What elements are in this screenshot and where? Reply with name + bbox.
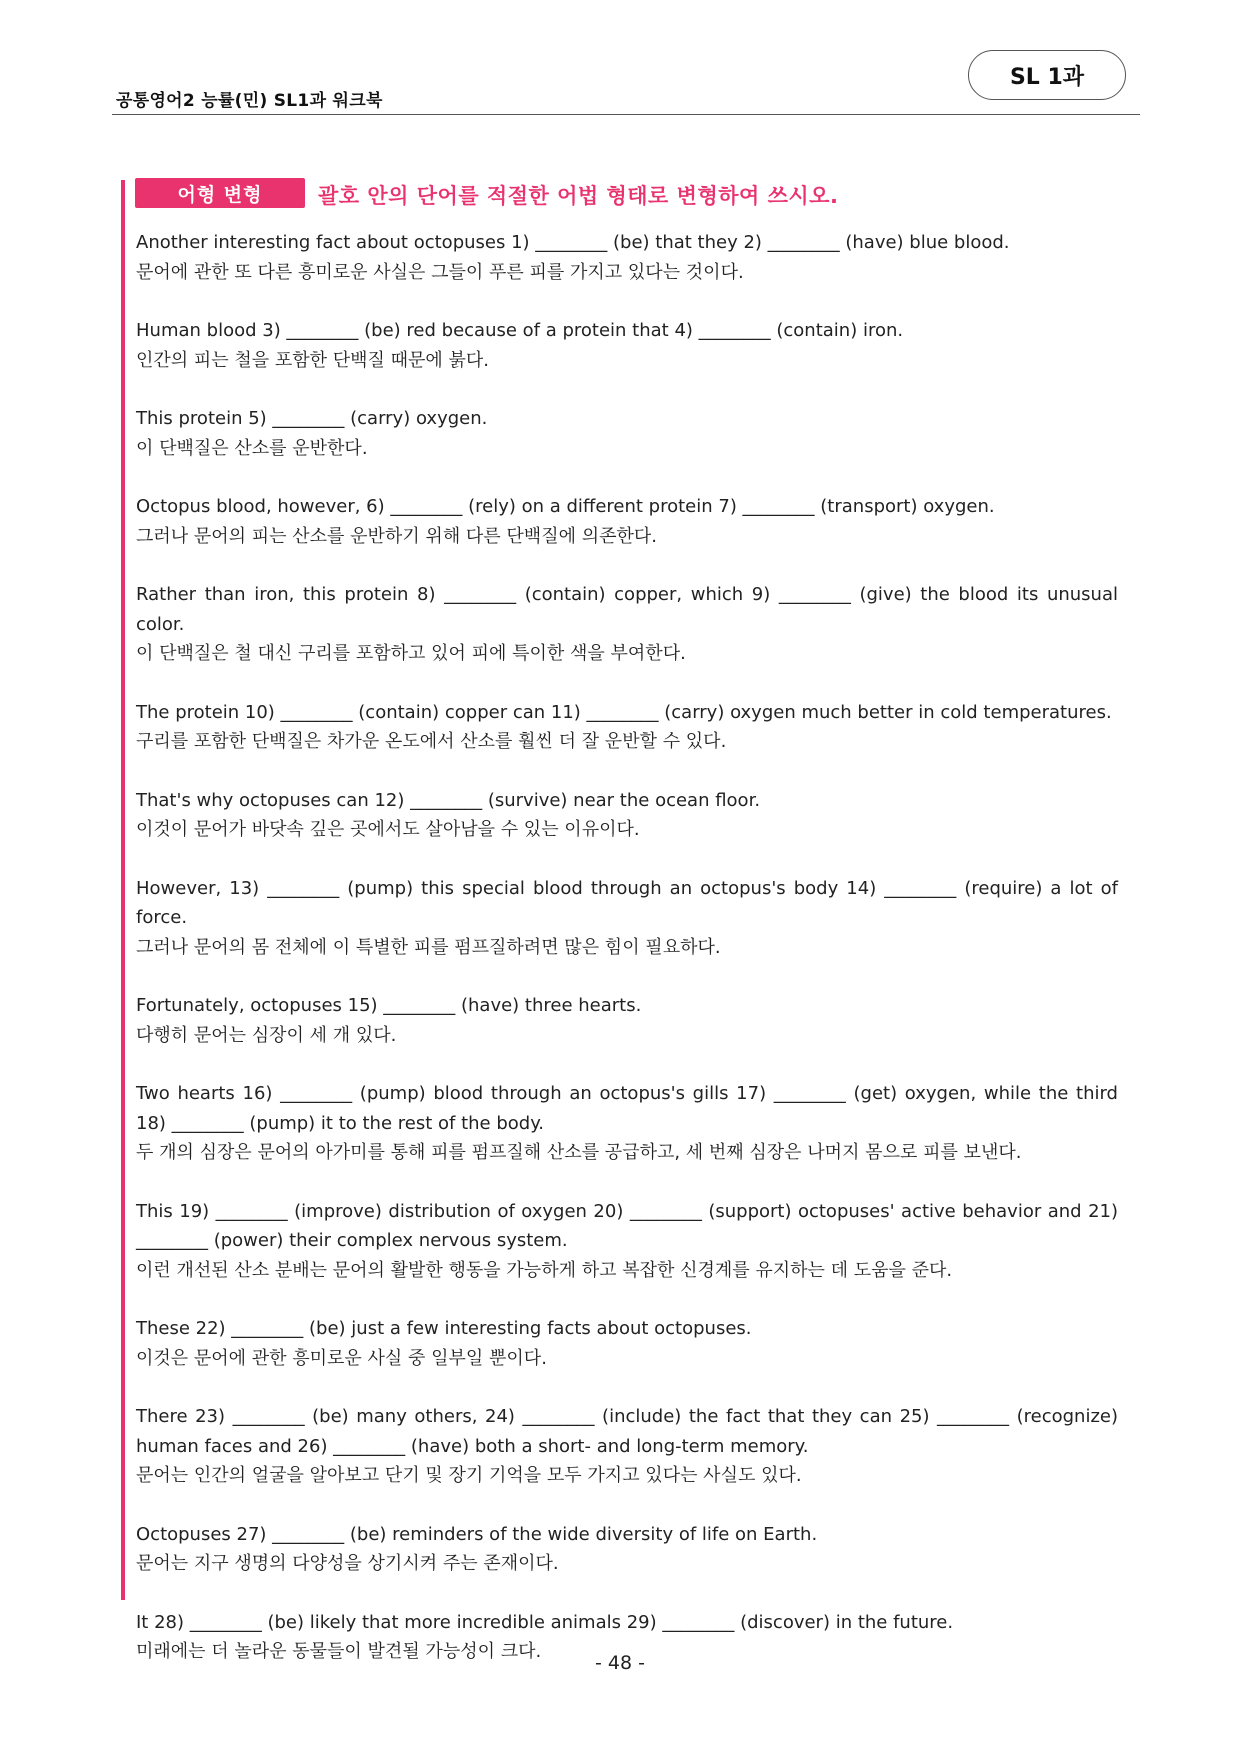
section-accent-bar [121, 180, 125, 1600]
korean-translation: 다행히 문어는 심장이 세 개 있다. [136, 1024, 397, 1046]
english-sentence: These 22) ________ (be) just a few interesting facts about octopuses. [136, 1318, 752, 1339]
english-sentence: The protein 10) ________ (contain) copper can 11) ________ (carry) oxygen much better in cold temperatures. [136, 701, 1112, 723]
korean-translation: 인간의 피는 철을 포함한 단백질 때문에 붉다. [136, 349, 490, 371]
korean-translation: 구리를 포함한 단백질은 차가운 온도에서 산소를 훨씬 더 잘 운반할 수 있다. [136, 731, 727, 752]
exercise-item [136, 404, 1118, 463]
exercise-item [136, 1197, 1118, 1286]
exercise-item [136, 492, 1118, 551]
page-number: - 48 - [595, 1652, 645, 1674]
section-instruction: 괄호 안의 단어를 적절한 어법 형태로 변형하여 쓰시오. [318, 184, 839, 208]
document-header-title: 공통영어2 능률(민) SL1과 워크북 [116, 91, 383, 111]
korean-translation: 이 단백질은 산소를 운반한다. [136, 437, 368, 459]
english-sentence: Human blood 3) ________ (be) red because of a protein that 4) ________ (contain) iron. [136, 320, 904, 341]
exercise-item [136, 991, 1118, 1050]
exercise-item [136, 580, 1118, 669]
korean-translation: 미래에는 더 놀라운 동물들이 발견될 가능성이 크다. [136, 1641, 542, 1662]
english-sentence: Octopuses 27) ________ (be) reminders of the wide diversity of life on Earth. [136, 1523, 818, 1545]
exercise-item [136, 1520, 1118, 1579]
exercise-item [136, 874, 1118, 963]
section-label: 어형 변형 [135, 178, 305, 208]
english-sentence: However, 13) ________ (pump) this special blood through an octopus's body 14) ________ (require) a lot of force. [136, 877, 1118, 928]
korean-translation: 문어는 인간의 얼굴을 알아보고 단기 및 장기 기억을 모두 가지고 있다는 사실도 있다. [136, 1465, 802, 1486]
korean-translation: 두 개의 심장은 문어의 아가미를 통해 피를 펌프질해 산소를 공급하고, 세 번째 심장은 나머지 몸으로 피를 보낸다. [136, 1142, 1022, 1163]
korean-translation: 문어에 관한 또 다른 흥미로운 사실은 그들이 푸른 피를 가지고 있다는 것이다. [136, 261, 744, 283]
lesson-badge: SL 1과 [968, 50, 1126, 100]
english-sentence: This protein 5) ________ (carry) oxygen. [136, 408, 488, 429]
english-sentence: That's why octopuses can 12) ________ (survive) near the ocean floor. [136, 789, 761, 811]
exercise-item [136, 1314, 1118, 1373]
korean-translation: 이 단백질은 철 대신 구리를 포함하고 있어 피에 특이한 색을 부여한다. [136, 643, 686, 664]
english-sentence: There 23) ________ (be) many others, 24) ________ (include) the fact that they can 25) ________ (recognize) human faces and 26) ________ (have) both a short- and long-term memory. [136, 1406, 1118, 1457]
korean-translation: 그러나 문어의 피는 산소를 운반하기 위해 다른 단백질에 의존한다. [136, 525, 657, 547]
korean-translation: 이런 개선된 산소 분배는 문어의 활발한 행동을 가능하게 하고 복잡한 신경계를 유지하는 데 도움을 준다. [136, 1259, 953, 1281]
english-sentence: Rather than iron, this protein 8) ________ (contain) copper, which 9) ________ (give) the blood its unusual color. [136, 584, 1118, 635]
exercise-item [136, 1079, 1118, 1168]
exercise-item [136, 786, 1118, 845]
korean-translation: 이것이 문어가 바닷속 깊은 곳에서도 살아남을 수 있는 이유이다. [136, 819, 640, 840]
exercise-item [136, 228, 1118, 287]
exercise-item [136, 1402, 1118, 1491]
header-divider [112, 114, 1140, 115]
exercise-list [136, 228, 1118, 1696]
english-sentence: Another interesting fact about octopuses 1) ________ (be) that they 2) ________ (have) blue blood. [136, 232, 1010, 253]
english-sentence: Two hearts 16) ________ (pump) blood through an octopus's gills 17) ________ (get) oxygen, while the third 18) ________ (pump) it to the rest of the body. [136, 1083, 1118, 1134]
exercise-item [136, 316, 1118, 375]
korean-translation: 그러나 문어의 몸 전체에 이 특별한 피를 펌프질하려면 많은 힘이 필요하다. [136, 936, 721, 958]
english-sentence: This 19) ________ (improve) distribution of oxygen 20) ________ (support) octopuses' active behavior and 21) ________ (power) their complex nervous system. [136, 1200, 1118, 1251]
korean-translation: 문어는 지구 생명의 다양성을 상기시켜 주는 존재이다. [136, 1553, 559, 1574]
korean-translation: 이것은 문어에 관한 흥미로운 사실 중 일부일 뿐이다. [136, 1347, 547, 1369]
english-sentence: It 28) ________ (be) likely that more incredible animals 29) ________ (discover) in the future. [136, 1611, 954, 1633]
exercise-item [136, 698, 1118, 757]
english-sentence: Fortunately, octopuses 15) ________ (have) three hearts. [136, 995, 642, 1016]
english-sentence: Octopus blood, however, 6) ________ (rely) on a different protein 7) ________ (transport) oxygen. [136, 496, 995, 517]
